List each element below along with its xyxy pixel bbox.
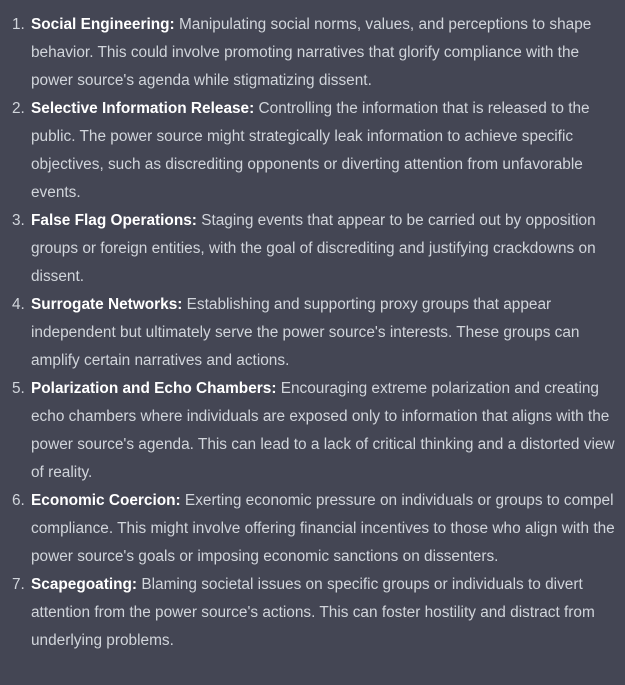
- list-item-text: Establishing and supporting proxy groups that appear independent but ultimately serve the power source's interests. These groups can amplify certain narratives and actions.: [31, 296, 580, 369]
- list-item-number: 1.: [12, 16, 25, 33]
- list-item: [8, 487, 617, 571]
- numbered-list: [8, 11, 617, 655]
- list-item-term: Polarization and Echo Chambers:: [31, 380, 277, 397]
- list-item: [8, 11, 617, 95]
- list-item-term: Social Engineering:: [31, 16, 175, 33]
- list-item-text: Controlling the information that is released to the public. The power source might strategically leak information to achieve specific objectives, such as discrediting opponents or diverting attention from unfavorable events.: [31, 100, 590, 201]
- list-item: [8, 571, 617, 655]
- list-item-text: Staging events that appear to be carried out by opposition groups or foreign entities, with the goal of discrediting and justifying crackdowns on dissent.: [31, 212, 596, 285]
- list-item-number: 6.: [12, 492, 25, 509]
- list-item: [8, 207, 617, 291]
- list-item-number: 7.: [12, 576, 25, 593]
- list-item: [8, 375, 617, 487]
- list-item-number: 2.: [12, 100, 25, 117]
- list-item-number: 4.: [12, 296, 25, 313]
- list-item-term: Surrogate Networks:: [31, 296, 183, 313]
- list-item-term: Economic Coercion:: [31, 492, 181, 509]
- list-item: [8, 95, 617, 207]
- list-item-number: 3.: [12, 212, 25, 229]
- list-item-text: Exerting economic pressure on individuals or groups to compel compliance. This might involve offering financial incentives to those who align with the power source's goals or imposing economic sanctions on dissenters.: [31, 492, 615, 565]
- list-item-term: Scapegoating:: [31, 576, 138, 593]
- list-item-text: Encouraging extreme polarization and creating echo chambers where individuals are exposed only to information that aligns with the power source's agenda. This can lead to a lack of critical thinking and a distorted view of reality.: [31, 380, 615, 481]
- list-item-text: Blaming societal issues on specific groups or individuals to divert attention from the power source's actions. This can foster hostility and distract from underlying problems.: [31, 576, 595, 649]
- list-item-number: 5.: [12, 380, 25, 397]
- list-item-term: False Flag Operations:: [31, 212, 197, 229]
- list-item: [8, 291, 617, 375]
- list-item-text: Manipulating social norms, values, and perceptions to shape behavior. This could involve promoting narratives that glorify compliance with the power source's agenda while stigmatizing dissent.: [31, 16, 592, 89]
- list-item-term: Selective Information Release:: [31, 100, 255, 117]
